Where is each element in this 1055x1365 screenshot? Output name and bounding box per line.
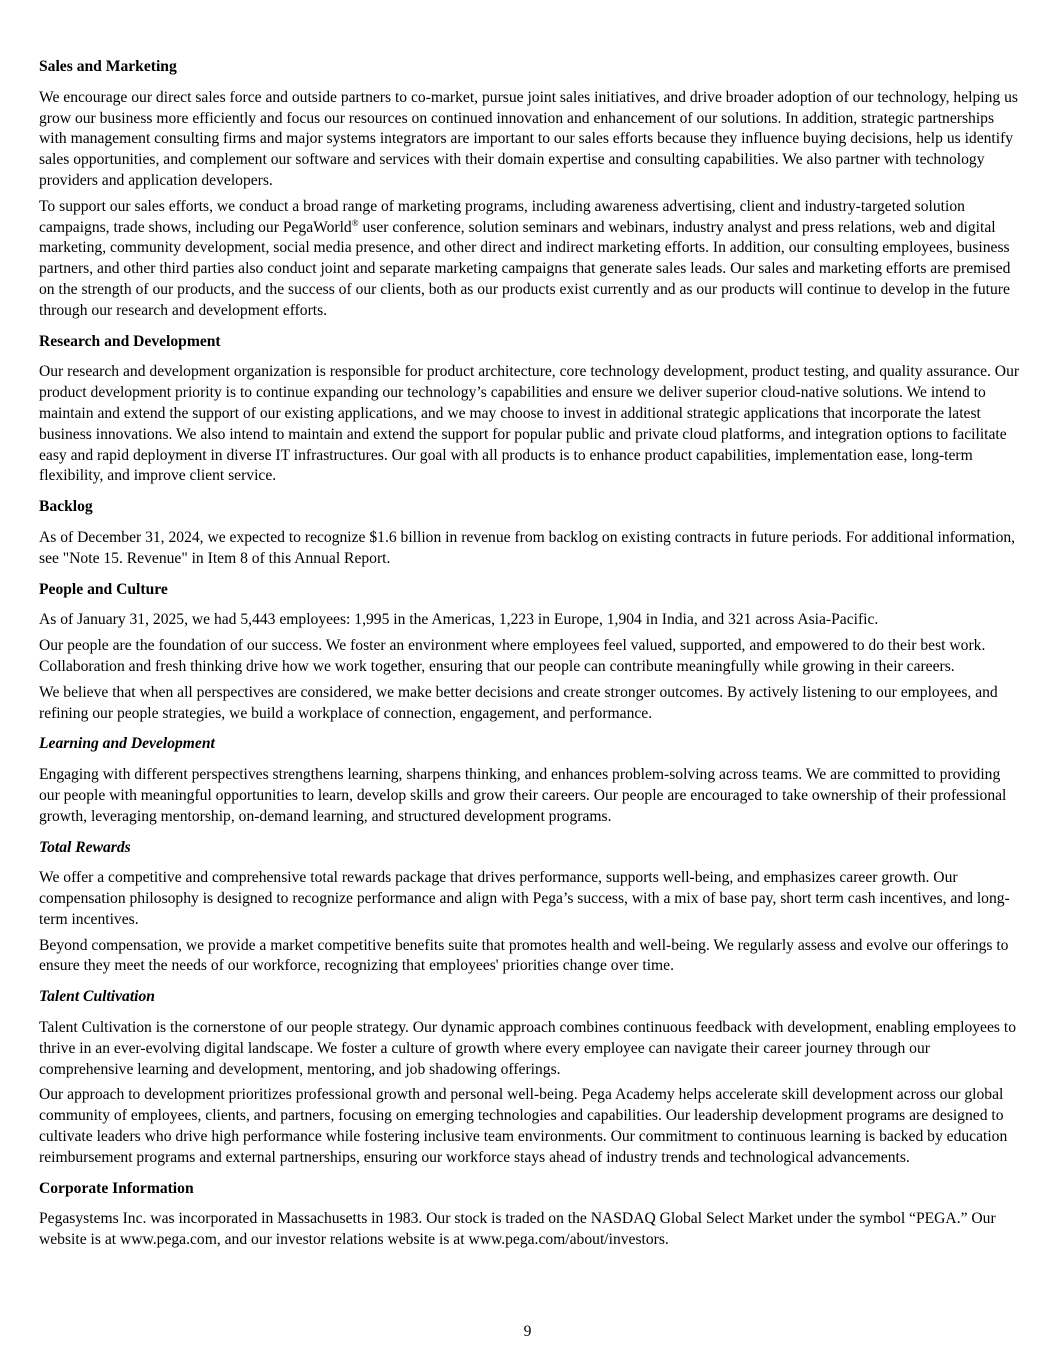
paragraph-text: To support our sales efforts, we conduct a broad range of marketing programs, including awareness advertising, client and industry-targeted solution campaigns, trade shows, including our PegaWorld [39, 197, 965, 236]
section-people-and-culture [39, 580, 1021, 725]
paragraph: Our approach to development prioritizes professional growth and personal well-being. Pega Academy helps accelerate skill development across our global community of employees, clients, and partners, focusing on emerging technologies and capabilities. Our leadership development programs are designed to cultivate leaders who drive high performance while fostering inclusive team environments. Our commitment to continuous learning is backed by education reimbursement programs and external partnerships, ensuring our workforce stays ahead of industry trends and technological advancements. [39, 1086, 1008, 1166]
registered-mark: ® [351, 217, 359, 228]
paragraph: Pegasystems Inc. was incorporated in Massachusetts in 1983. Our stock is traded on the NASDAQ Global Select Market under the symbol “PEGA.” Our website is at www.pega.com, and our investor relations website is at www.pega.com/about/investors. [39, 1210, 996, 1249]
subsection-heading: Learning and Development [39, 735, 215, 753]
paragraph: Talent Cultivation is the cornerstone of our people strategy. Our dynamic approach combines continuous feedback with development, enabling employees to thrive in an ever-evolving digital landscape. We foster a culture of growth where every employee can navigate their career journey through our comprehensive learning and development, mentoring, and job shadowing offerings. [39, 1019, 1016, 1078]
section-heading: Research and Development [39, 332, 221, 350]
paragraph: Beyond compensation, we provide a market competitive benefits suite that promotes health and well-being. We regularly assess and evolve our offerings to ensure they meet the needs of our workforce, recognizing that employees' priorities change over time. [39, 936, 1009, 975]
paragraph: Our people are the foundation of our success. We foster an environment where employees feel valued, supported, and empowered to do their best work. Collaboration and fresh thinking drive how we work together, ensuring that our people can contribute meaningfully while growing in their careers. [39, 637, 986, 675]
paragraph: Our research and development organization is responsible for product architecture, core technology development, product testing, and quality assurance. Our product development priority is to continue expanding our technology’s capabilities and ensure we deliver superior cloud-native solutions. We intend to maintain and extend the support of our existing applications, and we may choose to invest in additional strategic applications that incorporate the latest business innovations. We also intend to maintain and extend the support for popular public and private cloud platforms, and integration options to facilitate easy and rapid deployment in diverse IT infrastructures. Our goal with all products is to enhance product capabilities, implementation ease, long-term flexibility, and improve client service. [39, 363, 1020, 485]
paragraph: As of December 31, 2024, we expected to recognize $1.6 billion in revenue from backlog on existing contracts in future periods. For additional information, see "Note 15. Revenue" in Item 8 of this Annual Report. [39, 528, 1016, 567]
paragraph: As of January 31, 2025, we had 5,443 employees: 1,995 in the Americas, 1,223 in Europe, 1,904 in India, and 321 across Asia-Pacific. [39, 611, 879, 629]
subsection-talent-cultivation [39, 987, 1021, 1168]
section-corporate-information [39, 1179, 1021, 1251]
paragraph: We encourage our direct sales force and outside partners to co-market, pursue joint sales initiatives, and drive broader adoption of our technology, helping us grow our business more efficiently and focus our resources on continued innovation and enhancement of our solutions. In addition, strategic partnerships with management consulting firms and major systems integrators are important to our sales efforts because they influence buying decisions, help us identify sales opportunities, and complement our software and services with their domain expertise and consulting capabilities. We also partner with technology providers and application developers. [39, 88, 1018, 189]
paragraph: Engaging with different perspectives strengthens learning, sharpens thinking, and enhances problem-solving across teams. We are committed to providing our people with meaningful opportunities to learn, develop skills and grow their careers. Our people are encouraged to take ownership of their professional growth, leveraging mentorship, on-demand learning, and structured development programs. [39, 766, 1007, 825]
section-heading: Backlog [39, 498, 93, 516]
subsection-total-rewards [39, 838, 1021, 978]
paragraph: We believe that when all perspectives are considered, we make better decisions and create stronger outcomes. By actively listening to our employees, and refining our people strategies, we build a workplace of connection, engagement, and performance. [39, 683, 998, 722]
subsection-learning-and-development [39, 734, 1021, 827]
section-backlog [39, 497, 1021, 569]
paragraph: We offer a competitive and comprehensive total rewards package that drives performance, supports well-being, and emphasizes career growth. Our compensation philosophy is designed to recognize performance and align with Pega’s success, with a mix of base pay, short term cash incentives, and long-term incentives. [39, 869, 1010, 928]
section-heading: Corporate Information [39, 1179, 194, 1197]
paragraph [39, 197, 1021, 322]
subsection-heading: Total Rewards [39, 838, 131, 856]
document-page [39, 57, 1021, 1256]
paragraph-text: user conference, solution seminars and webinars, industry analyst and press relations, web and digital marketing, community development, social media presence, and other direct and indirect marketing efforts. In addition, our consulting employees, business partners, and other third parties also conduct joint and separate marketing campaigns that generate sales leads. Our sales and marketing efforts are premised on the strength of our products, and the success of our clients, both as our products exist currently and as our products will continue to develop in the future through our research and development efforts. [39, 218, 1011, 319]
section-research-and-development [39, 332, 1021, 488]
subsection-heading: Talent Cultivation [39, 988, 155, 1006]
section-sales-and-marketing [39, 57, 1021, 322]
section-heading: Sales and Marketing [39, 58, 177, 75]
page-number: 9 [523, 1323, 532, 1340]
section-heading: People and Culture [39, 580, 168, 598]
